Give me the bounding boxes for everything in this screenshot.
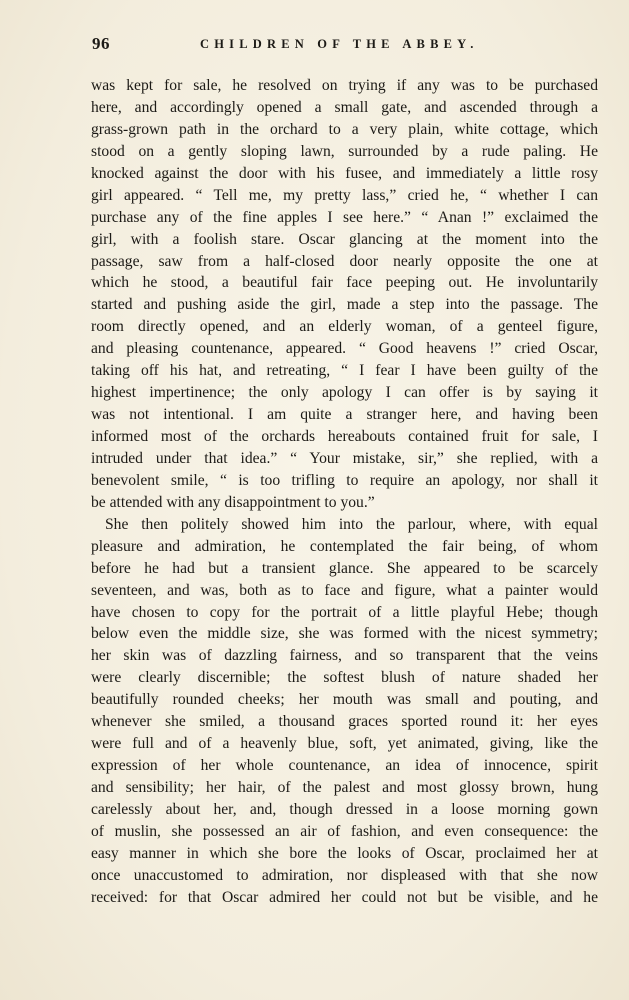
- text-line: stood on a gently sloping lawn, surrounded by a rude paling. He: [91, 142, 598, 160]
- text-line: have chosen to copy for the portrait of a little playful Hebe; though: [91, 603, 598, 621]
- text-line: whenever she smiled, a thousand graces sported round it: her eyes: [91, 713, 598, 731]
- text-line: intruded under that idea.” “ Your mistake, sir,” she replied, with a: [91, 449, 598, 467]
- text-line: and pleasing countenance, appeared. “ Good heavens !” cried Oscar,: [91, 340, 598, 358]
- text-line: grass-grown path in the orchard to a very plain, white cottage, which: [91, 120, 598, 138]
- text-line: pleasure and admiration, he contemplated the fair being, of whom: [91, 537, 598, 555]
- paragraph-end-line: be attended with any disappointment to you.”: [91, 493, 375, 511]
- text-line: beautifully rounded cheeks; her mouth was small and pouting, and: [91, 691, 598, 709]
- text-line: were full and of a heavenly blue, soft, yet animated, giving, like the: [91, 735, 598, 753]
- page-number: 96: [92, 34, 110, 53]
- text-line: started and pushing aside the girl, made a step into the passage. The: [91, 296, 598, 314]
- text-line: once unaccustomed to admiration, nor displeased with that she now: [91, 866, 598, 884]
- paragraph-start-line: She then politely showed him into the parlour, where, with equal: [105, 515, 598, 533]
- running-title: CHILDREN OF THE ABBEY.: [200, 37, 479, 51]
- text-line: were clearly discernible; the softest blush of nature shaded her: [91, 669, 598, 687]
- text-line: taking off his hat, and retreating, “ I fear I have been guilty of the: [91, 362, 598, 380]
- text-line: her skin was of dazzling fairness, and so transparent that the veins: [91, 647, 598, 665]
- text-line: and sensibility; her hair, of the palest and most glossy brown, hung: [91, 779, 598, 796]
- text-line: seventeen, and was, both as to face and figure, what a painter would: [91, 581, 598, 599]
- text-line: girl, with a foolish stare. Oscar glancing at the moment into the: [91, 230, 598, 248]
- text-line: girl appeared. “ Tell me, my pretty lass,” cried he, “ whether I can: [91, 186, 598, 204]
- body-text: [91, 75, 598, 909]
- text-line: carelessly about her, and, though dressed in a loose morning gown: [91, 800, 598, 818]
- text-line: which he stood, a beautiful fair face peeping out. He involuntarily: [91, 274, 598, 292]
- text-line: knocked against the door with his fusee, and immediately a little rosy: [91, 164, 598, 182]
- text-line: received: for that Oscar admired her could not but be visible, and he: [91, 888, 598, 906]
- running-head: [92, 34, 622, 56]
- text-line: room directly opened, and an elderly woman, of a genteel figure,: [91, 318, 598, 336]
- text-line: of muslin, she possessed an air of fashion, and even consequence: the: [91, 822, 598, 840]
- text-line: below even the middle size, she was formed with the nicest symmetry;: [91, 625, 598, 643]
- text-line: here, and accordingly opened a small gate, and ascended through a: [91, 98, 598, 116]
- text-line: passage, saw from a half-closed door nearly opposite the one at: [91, 252, 598, 270]
- text-line: highest impertinence; the only apology I can offer is by saying it: [91, 384, 598, 402]
- text-line: benevolent smile, “ is too trifling to require an apology, nor shall it: [91, 471, 598, 489]
- text-line: expression of her whole countenance, an idea of innocence, spirit: [91, 757, 598, 775]
- text-line: before he had but a transient glance. She appeared to be scarcely: [91, 559, 598, 577]
- text-line: purchase any of the fine apples I see here.” “ Anan !” exclaimed the: [91, 208, 598, 226]
- text-line: easy manner in which she bore the looks of Oscar, proclaimed her at: [91, 844, 598, 862]
- text-line: was not intentional. I am quite a stranger here, and having been: [91, 406, 598, 424]
- text-line: informed most of the orchards hereabouts contained fruit for sale, I: [91, 428, 598, 445]
- text-line: was kept for sale, he resolved on trying if any was to be purchased: [91, 77, 598, 94]
